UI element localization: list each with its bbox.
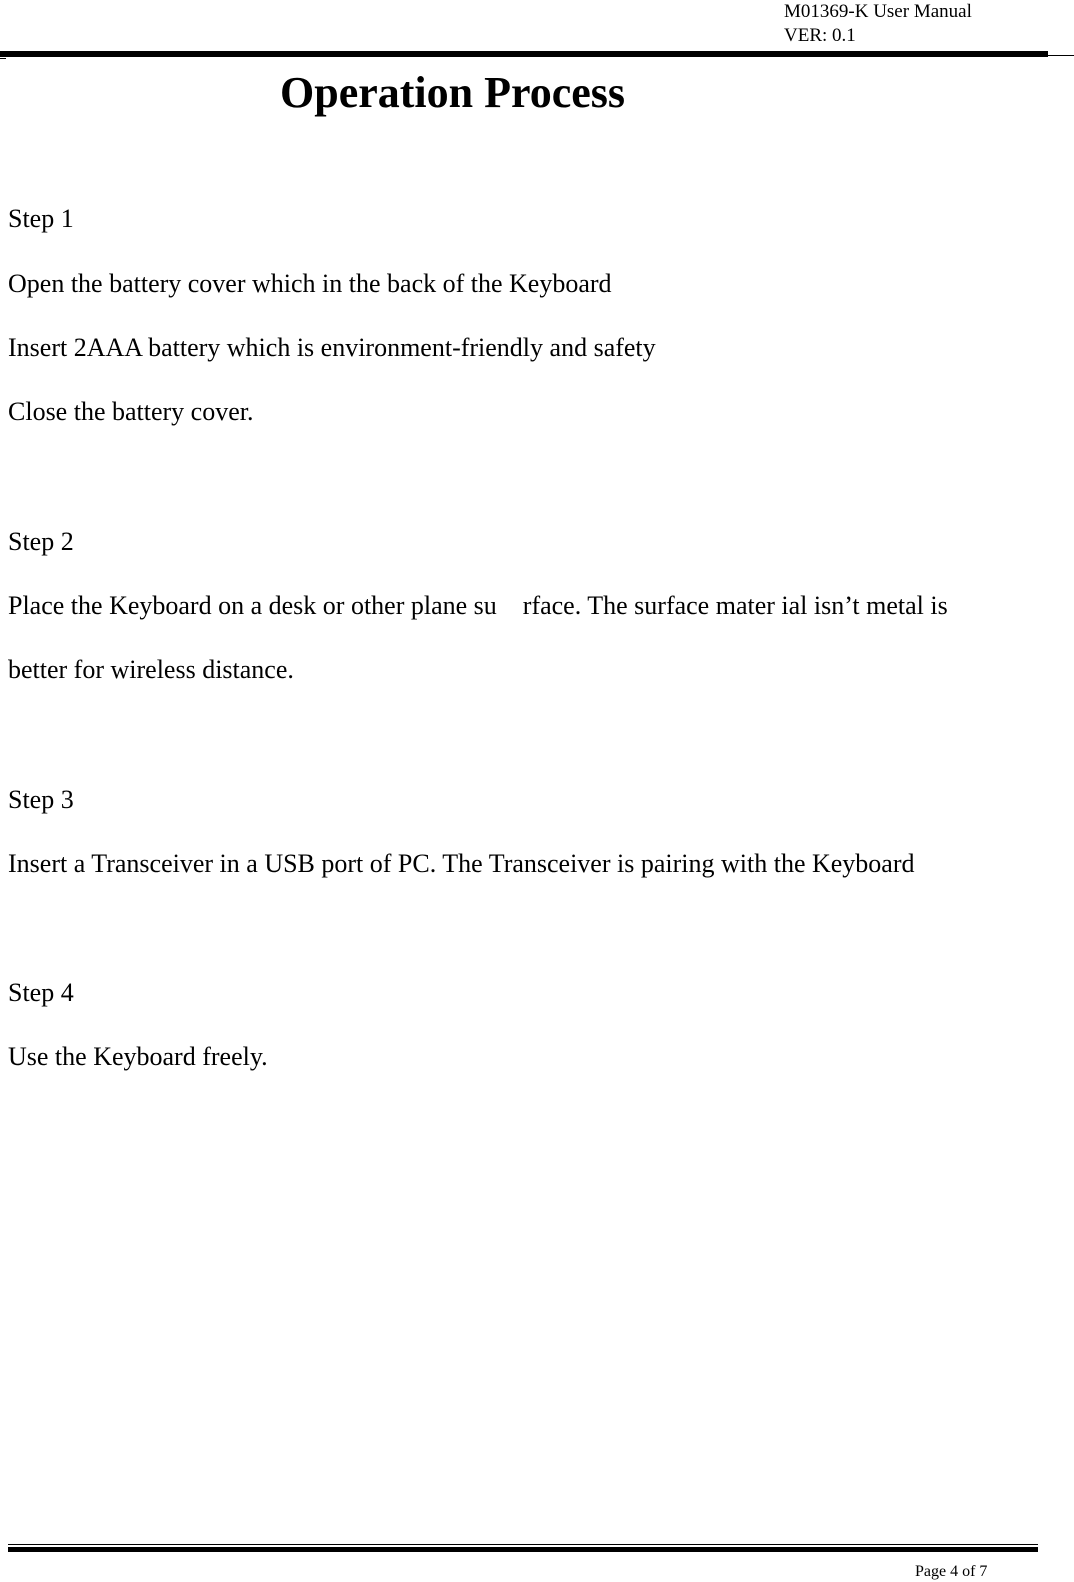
step-1-label: Step 1: [8, 204, 74, 233]
footer-rule: [8, 1547, 1038, 1552]
step-1-line-2: Insert 2AAA battery which is environment-friendly and safety: [8, 333, 656, 362]
step-2-line-1: Place the Keyboard on a desk or other plane su rface. The surface mater ial isn’t metal is: [8, 591, 948, 620]
step-4-label: Step 4: [8, 978, 74, 1007]
footer-rule-thin: [8, 1544, 1038, 1545]
document-id: M01369-K User Manual: [784, 1, 972, 22]
step-3-label: Step 3: [8, 785, 74, 814]
step-1-line-3: Close the battery cover.: [8, 397, 254, 426]
page-title: Operation Process: [280, 68, 626, 117]
header-block: [784, 0, 972, 48]
page-number: Page 4 of 7: [915, 1563, 988, 1580]
step-2-line-2: better for wireless distance.: [8, 655, 294, 684]
step-3-line-1: Insert a Transceiver in a USB port of PC. The Transceiver is pairing with the Keyboard: [8, 849, 915, 878]
header-rule-tick: [0, 58, 6, 59]
step-2-label: Step 2: [8, 527, 74, 556]
step-1-line-1: Open the battery cover which in the back of the Keyboard: [8, 269, 612, 298]
header-rule: [0, 51, 1048, 57]
step-4-line-1: Use the Keyboard freely.: [8, 1042, 268, 1071]
document-version: VER: 0.1: [784, 25, 856, 46]
header-rule-extension: [1048, 55, 1074, 56]
